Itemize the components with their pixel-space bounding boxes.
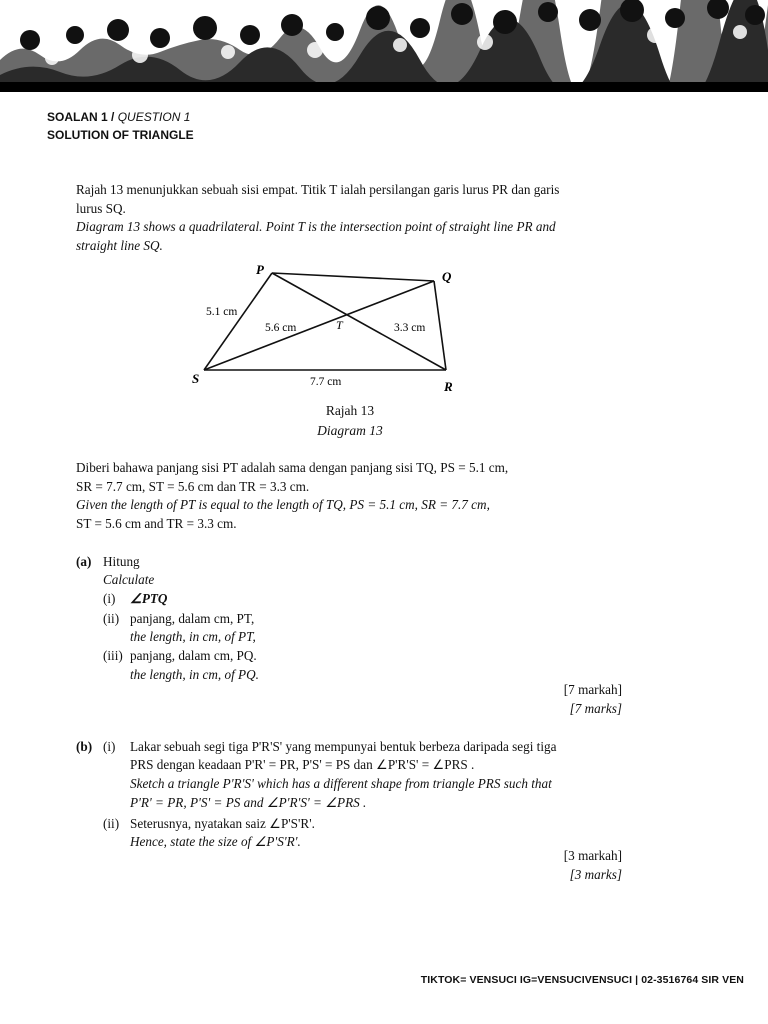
soalan-label: SOALAN 1 / xyxy=(47,110,118,124)
part-a-ii-num: (ii) xyxy=(103,611,120,626)
part-b-ii-en: Hence, state the size of ∠P'S'R'. xyxy=(130,834,301,849)
part-b-i-num: (i) xyxy=(103,739,116,754)
part-a-iii-num: (iii) xyxy=(103,648,123,663)
topic-heading: SOLUTION OF TRIANGLE xyxy=(47,128,194,142)
vertex-label-r: R xyxy=(444,379,453,394)
vertex-label-s: S xyxy=(192,371,200,386)
part-a-i-num: (i) xyxy=(103,591,116,606)
length-tr: 3.3 cm xyxy=(394,322,426,334)
part-b-marks-en: [3 marks] xyxy=(569,867,622,882)
edge-sp xyxy=(204,273,272,370)
part-a-marks-ms: [7 markah] xyxy=(563,682,622,697)
part-b-i-en1: Sketch a triangle P'R'S' which has a different shape from triangle PRS such that xyxy=(130,776,552,791)
question-label: QUESTION 1 xyxy=(117,110,191,124)
part-a-ii-en: the length, in cm, of PT, xyxy=(130,629,256,644)
part-a-i-text: ∠PTQ xyxy=(130,591,168,606)
part-b-ii-num: (ii) xyxy=(103,816,120,831)
edge-qr xyxy=(434,281,446,370)
part-a-iii-ms: panjang, dalam cm, PQ. xyxy=(130,648,257,663)
part-a-ii-ms: panjang, dalam cm, PT, xyxy=(130,611,255,626)
given-en-line2: ST = 5.6 cm and TR = 3.3 cm. xyxy=(76,516,237,531)
part-a-iii-en: the length, in cm, of PQ. xyxy=(130,667,259,682)
vertex-label-p: P xyxy=(256,262,264,277)
part-b-i-ms2: PRS dengan keadaan P'R' = PR, P'S' = PS dan ∠P'R'S' = ∠PRS . xyxy=(130,757,475,772)
part-a-en: Calculate xyxy=(103,572,155,587)
part-b-label: (b) xyxy=(76,739,93,754)
part-a-ms: Hitung xyxy=(103,554,140,569)
diagram-caption-en: Diagram 13 xyxy=(317,423,383,438)
quadrilateral-diagram xyxy=(0,255,768,400)
edge-pq xyxy=(272,273,434,281)
intro-ms-line1: Rajah 13 menunjukkan sebuah sisi empat. Titik T ialah persilangan garis lurus PR dan garis xyxy=(76,182,560,197)
intro-ms-line2: lurus SQ. xyxy=(76,201,126,216)
point-label-t: T xyxy=(336,318,343,332)
part-a-marks-en: [7 marks] xyxy=(569,701,622,716)
part-b-i-en2: P'R' = PR, P'S' = PS and ∠P'R'S' = ∠PRS . xyxy=(130,795,367,810)
vertex-label-q: Q xyxy=(442,269,452,284)
question-heading xyxy=(47,110,190,124)
part-b-i-ms1: Lakar sebuah segi tiga P'R'S' yang mempunyai bentuk berbeza daripada segi tiga xyxy=(130,739,557,754)
part-a-label: (a) xyxy=(76,554,92,569)
given-ms-line1: Diberi bahawa panjang sisi PT adalah sama dengan panjang sisi TQ, PS = 5.1 cm, xyxy=(76,460,509,475)
header-banner-image xyxy=(0,0,768,92)
length-ps: 5.1 cm xyxy=(206,306,238,318)
part-b-marks-ms: [3 markah] xyxy=(563,848,622,863)
footer-contact: TIKTOK= VENSUCI IG=VENSUCIVENSUCI | 02-3516764 SIR VEN xyxy=(420,974,744,986)
intro-en-line2: straight line SQ. xyxy=(76,238,163,253)
length-st: 5.6 cm xyxy=(265,322,297,334)
part-b-ii-ms: Seterusnya, nyatakan saiz ∠P'S'R'. xyxy=(130,816,315,831)
given-ms-line2: SR = 7.7 cm, ST = 5.6 cm dan TR = 3.3 cm. xyxy=(76,479,310,494)
intro-en-line1: Diagram 13 shows a quadrilateral. Point T is the intersection point of straight line PR and xyxy=(76,219,556,234)
length-sr: 7.7 cm xyxy=(310,376,342,388)
given-en-line1: Given the length of PT is equal to the length of TQ, PS = 5.1 cm, SR = 7.7 cm, xyxy=(76,497,490,512)
diagram-caption-ms: Rajah 13 xyxy=(325,403,375,418)
